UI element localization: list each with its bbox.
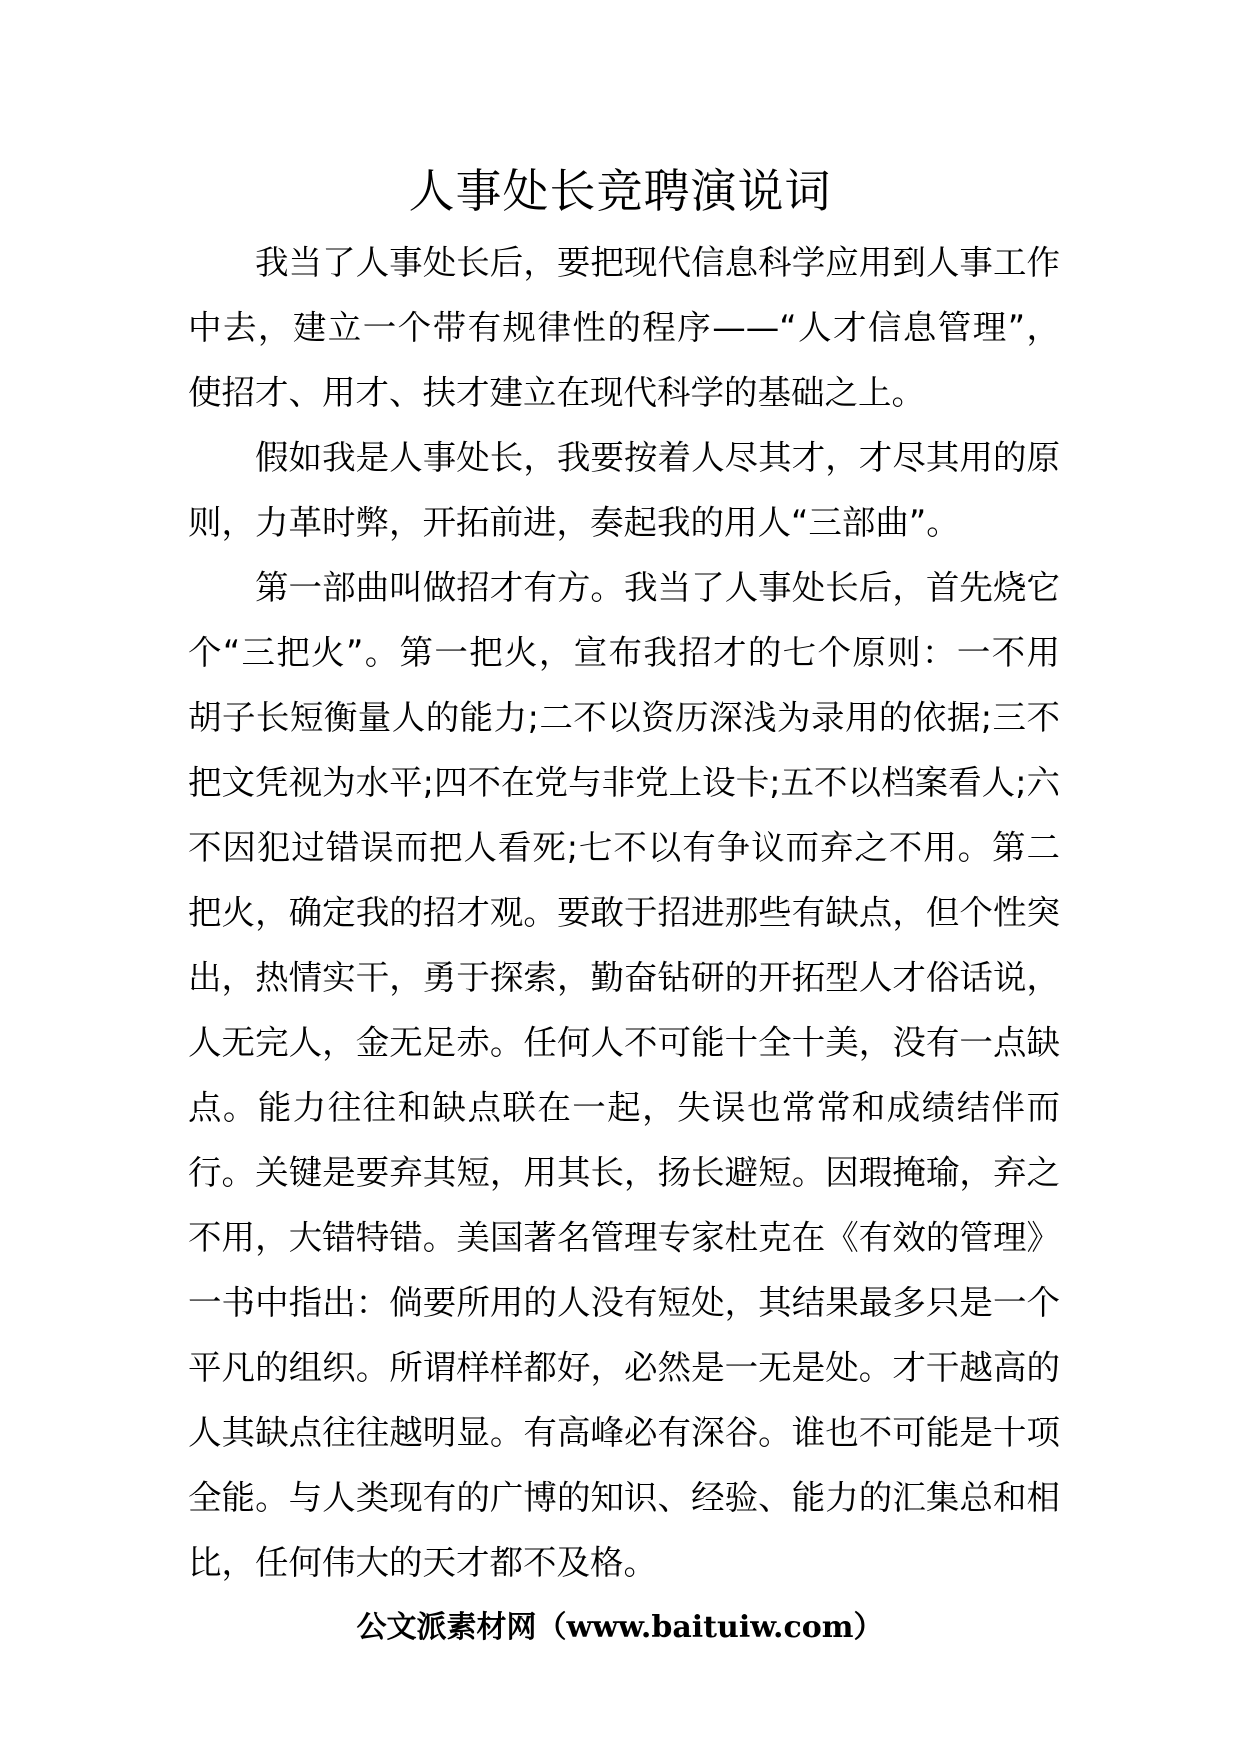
document-title: 人事处长竞聘演说词 bbox=[408, 164, 832, 218]
paragraph-2: 假如我是人事处长，我要按着人尽其才，才尽其用的原则，力革时弊，开拓前进，奏起我的用人“三部曲”。 bbox=[188, 438, 1060, 542]
paragraph-1: 我当了人事处长后，要把现代信息科学应用到人事工作中去，建立一个带有规律性的程序——“人才信息管理”，使招才、用才、扶才建立在现代科学的基础之上。 bbox=[188, 243, 1060, 412]
footer-source: 公文派素材网（www.baituiw.com） bbox=[356, 1610, 884, 1645]
document-body bbox=[188, 230, 1060, 1595]
paragraph-3: 第一部曲叫做招才有方。我当了人事处长后，首先烧它个“三把火”。第一把火，宣布我招才的七个原则：一不用胡子长短衡量人的能力;二不以资历深浅为录用的依据;三不把文凭视为水平;四不在党与非党上设卡;五不以档案看人;六不因犯过错误而把人看死;七不以有争议而弃之不用。第二把火，确定我的招才观。要敢于招进那些有缺点，但个性突出，热情实干，勇于探索，勤奋钻研的开拓型人才俗话说，人无完人，金无足赤。任何人不可能十全十美，没有一点缺点。能力往往和缺点联在一起，失误也常常和成绩结伴而行。关键是要弃其短，用其长，扬长避短。因瑕掩瑜，弃之不用，大错特错。美国著名管理专家杜克在《有效的管理》一书中指出：倘要所用的人没有短处，其结果最多只是一个平凡的组织。所谓样样都好，必然是一无是处。才干越高的人其缺点往往越明显。有高峰必有深谷。谁也不可能是十项全能。与人类现有的广博的知识、经验、能力的汇集总和相比，任何伟大的天才都不及格。 bbox=[188, 568, 1060, 1582]
